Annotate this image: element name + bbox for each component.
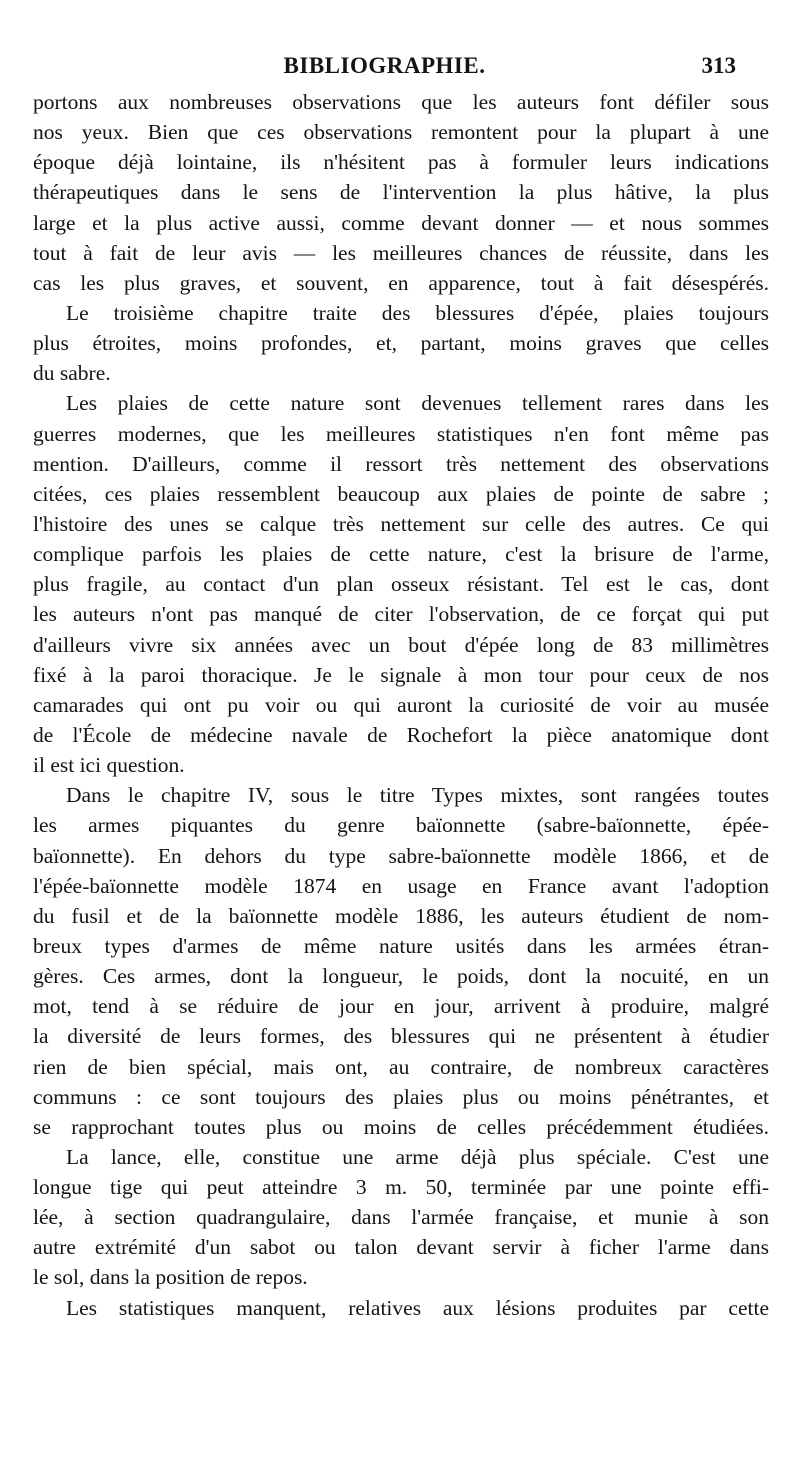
paragraph-types-mixtes xyxy=(33,780,769,1142)
text-line: Dans le chapitre IV, sous le titre Types mixtes, sont rangées toutes xyxy=(66,783,769,808)
page-number: 313 xyxy=(701,53,736,78)
text-line: portons aux nombreuses observations que les auteurs font défiler sous xyxy=(33,90,769,114)
text-line: Les statistiques manquent, relatives aux lésions produites par cette xyxy=(66,1295,769,1320)
text-line: camarades qui ont pu voir ou qui auront la curiosité de voir au musée xyxy=(33,692,769,717)
text-line: Les plaies de cette nature sont devenues tellement rares dans les xyxy=(66,391,769,416)
text-line: les armes piquantes du genre baïonnette (sabre-baïonnette, épée- xyxy=(33,813,769,838)
text-line: d'ailleurs vivre six années avec un bout d'épée long de 83 millimètres xyxy=(33,632,769,657)
text-line: mention. D'ailleurs, comme il ressort très nettement des observations xyxy=(33,451,769,476)
text-line: communs : ce sont toujours des plaies plus ou moins pénétrantes, et xyxy=(33,1084,769,1109)
text-line: lée, à section quadrangulaire, dans l'armée française, et munie à son xyxy=(33,1205,769,1230)
text-line: complique parfois les plaies de cette nature, c'est la brisure de l'arme, xyxy=(33,542,769,567)
running-head xyxy=(33,50,736,82)
text-line: citées, ces plaies ressemblent beaucoup aux plaies de pointe de sabre ; xyxy=(33,481,769,506)
paragraph-epee-chapter xyxy=(33,298,769,388)
text-line: le sol, dans la position de repos. xyxy=(33,1265,308,1290)
text-line: thérapeutiques dans le sens de l'intervention la plus hâtive, la plus xyxy=(33,180,769,205)
text-line: époque déjà lointaine, ils n'hésitent pas à formuler leurs indications xyxy=(33,150,769,175)
text-line: la diversité de leurs formes, des blessures qui ne présentent à étudier xyxy=(33,1024,769,1049)
text-line: Le troisième chapitre traite des blessures d'épée, plaies toujours xyxy=(66,300,769,325)
text-line: du sabre. xyxy=(33,361,111,386)
text-line: nos yeux. Bien que ces observations remontent pour la plupart à une xyxy=(33,120,769,145)
text-line: breux types d'armes de même nature usités dans les armées étran- xyxy=(33,933,769,958)
text-line: l'histoire des unes se calque très nettement sur celle des autres. Ce qui xyxy=(33,511,769,536)
text-line: La lance, elle, constitue une arme déjà plus spéciale. C'est une xyxy=(66,1144,769,1169)
text-line: cas les plus graves, et souvent, en apparence, tout à fait désespérés. xyxy=(33,270,769,295)
text-line: se rapprochant toutes plus ou moins de celles précédemment étudiées. xyxy=(33,1114,769,1139)
text-line: fixé à la paroi thoracique. Je le signale à mon tour pour ceux de nos xyxy=(33,662,769,687)
text-line: guerres modernes, que les meilleures statistiques n'en font même pas xyxy=(33,421,769,446)
text-line: plus étroites, moins profondes, et, partant, moins graves que celles xyxy=(33,331,769,356)
paragraph-plaies-nature xyxy=(33,388,769,780)
text-line: longue tige qui peut atteindre 3 m. 50, terminée par une pointe effi- xyxy=(33,1175,769,1200)
body-text xyxy=(33,87,769,1323)
text-line: large et la plus active aussi, comme devant donner — et nous sommes xyxy=(33,210,769,235)
text-line: tout à fait de leur avis — les meilleures chances de réussite, dans les xyxy=(33,240,769,265)
text-line: rien de bien spécial, mais ont, au contraire, de nombreux caractères xyxy=(33,1054,769,1079)
text-line: les auteurs n'ont pas manqué de citer l'observation, de ce forçat qui put xyxy=(33,602,769,627)
text-line: il est ici question. xyxy=(33,753,185,778)
text-line: mot, tend à se réduire de jour en jour, arrivent à produire, malgré xyxy=(33,994,769,1019)
text-line: baïonnette). En dehors du type sabre-baïonnette modèle 1866, et de xyxy=(33,843,769,868)
text-line: l'épée-baïonnette modèle 1874 en usage en France avant l'adoption xyxy=(33,873,769,898)
paragraph-lance xyxy=(33,1142,769,1293)
text-line: autre extrémité d'un sabot ou talon devant servir à ficher l'arme dans xyxy=(33,1235,769,1260)
running-title: BIBLIOGRAPHIE. xyxy=(283,53,486,78)
paragraph-continuation xyxy=(33,87,769,298)
text-line: plus fragile, au contact d'un plan osseux résistant. Tel est le cas, dont xyxy=(33,572,769,597)
text-line: de l'École de médecine navale de Rochefort la pièce anatomique dont xyxy=(33,722,769,747)
text-line: gères. Ces armes, dont la longueur, le poids, dont la nocuité, en un xyxy=(33,964,769,989)
text-line: du fusil et de la baïonnette modèle 1886, les auteurs étudient de nom- xyxy=(33,903,769,928)
paragraph-statistiques xyxy=(33,1293,769,1323)
